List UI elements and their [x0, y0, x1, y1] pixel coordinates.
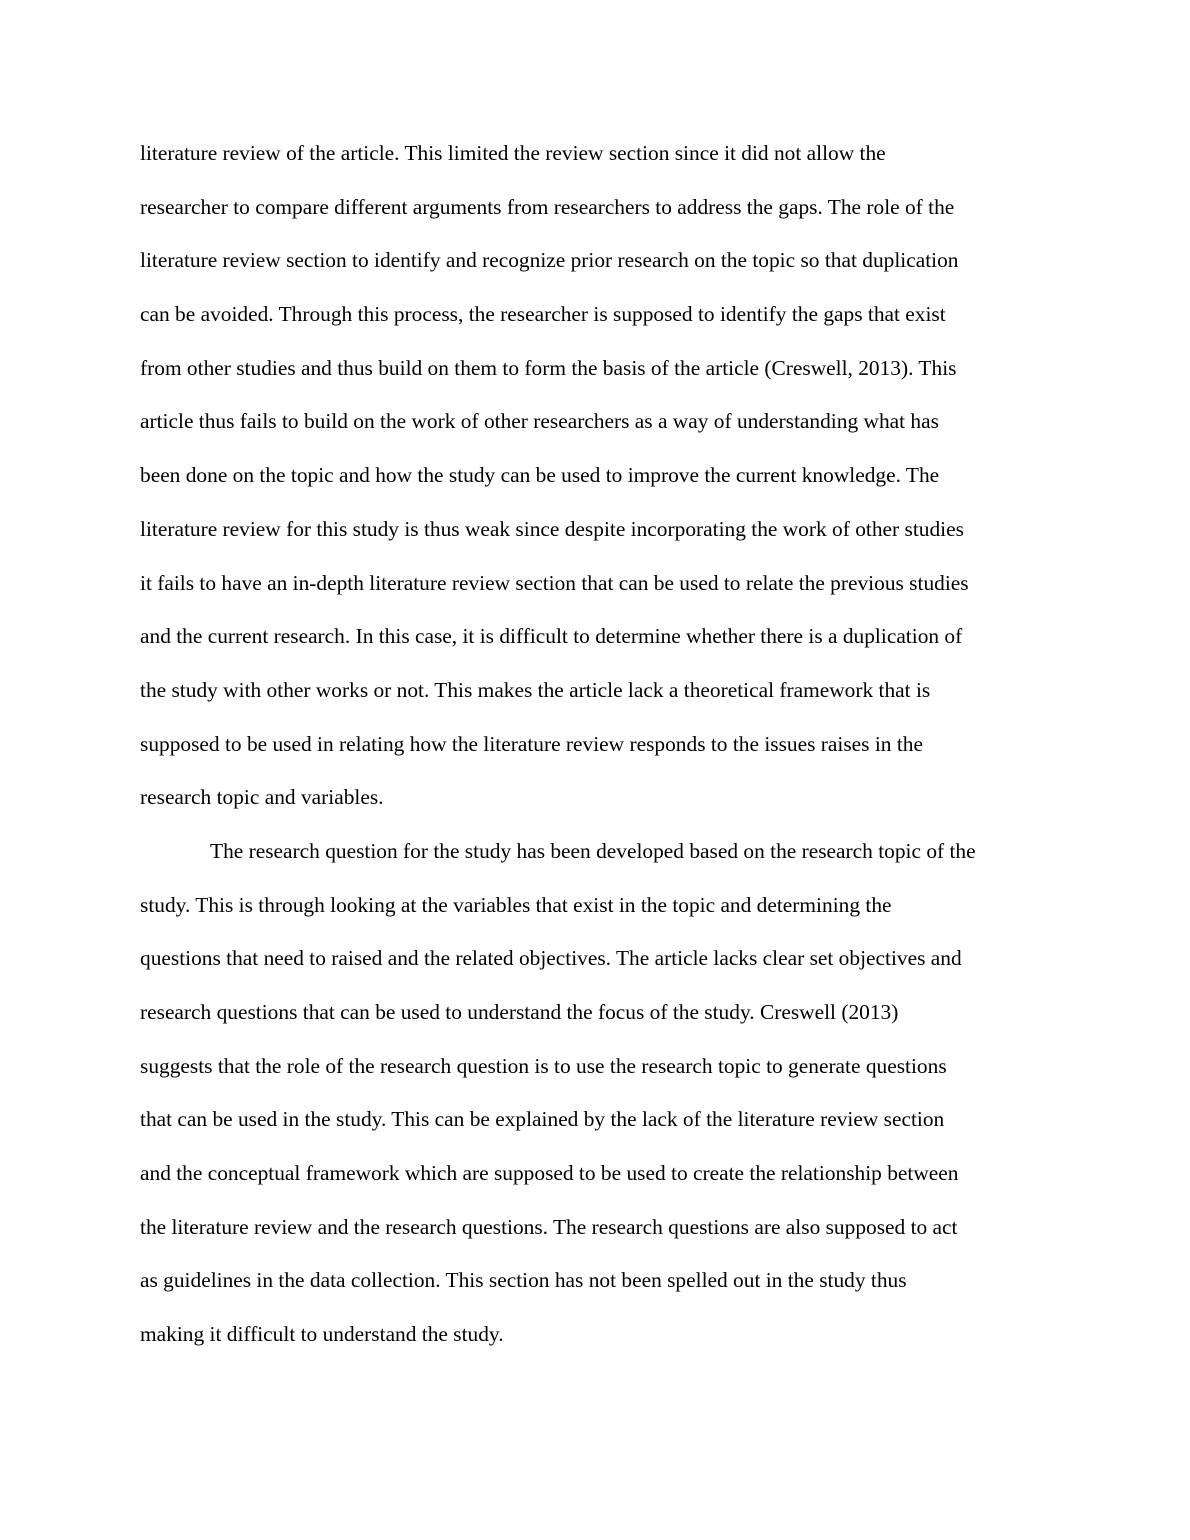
text-line: making it difficult to understand the study.: [140, 1322, 504, 1347]
text-line: study. This is through looking at the variables that exist in the topic and determining the: [140, 892, 892, 917]
text-line: literature review section to identify and recognize prior research on the topic so that duplication: [140, 248, 959, 273]
body-text: [140, 127, 1050, 1362]
text-line: questions that need to raised and the related objectives. The article lacks clear set objectives and: [140, 946, 962, 971]
text-line: the literature review and the research questions. The research questions are also supposed to act: [140, 1214, 958, 1239]
text-line: that can be used in the study. This can be explained by the lack of the literature review section: [140, 1107, 945, 1132]
text-line: and the conceptual framework which are supposed to be used to create the relationship between: [140, 1161, 959, 1186]
paragraph-literature-review: [140, 127, 1050, 825]
text-line: literature review of the article. This limited the review section since it did not allow the: [140, 141, 886, 165]
text-line: the study with other works or not. This makes the article lack a theoretical framework that is: [140, 677, 931, 702]
text-line: and the current research. In this case, it is difficult to determine whether there is a duplication of: [140, 624, 963, 649]
text-line: from other studies and thus build on them to form the basis of the article (Creswell, 2013). This: [140, 355, 957, 380]
text-line: researcher to compare different arguments from researchers to address the gaps. The role of the: [140, 194, 955, 219]
text-line: can be avoided. Through this process, the researcher is supposed to identify the gaps that exist: [140, 302, 946, 327]
text-line: supposed to be used in relating how the literature review responds to the issues raises in the: [140, 731, 923, 756]
text-line: as guidelines in the data collection. This section has not been spelled out in the study thus: [140, 1268, 907, 1293]
paragraph-research-question: [140, 825, 1050, 1362]
text-line: research topic and variables.: [140, 785, 384, 810]
text-line-indented: The research question for the study has been developed based on the research topic of the: [210, 838, 976, 863]
text-line: suggests that the role of the research question is to use the research topic to generate questions: [140, 1053, 947, 1078]
text-line: research questions that can be used to understand the focus of the study. Creswell (2013): [140, 1000, 899, 1024]
text-line: article thus fails to build on the work of other researchers as a way of understanding what has: [140, 409, 939, 434]
text-line: literature review for this study is thus weak since despite incorporating the work of other studies: [140, 516, 964, 541]
text-line: been done on the topic and how the study can be used to improve the current knowledge. The: [140, 463, 940, 488]
text-line: it fails to have an in-depth literature review section that can be used to relate the previous studies: [140, 570, 969, 595]
